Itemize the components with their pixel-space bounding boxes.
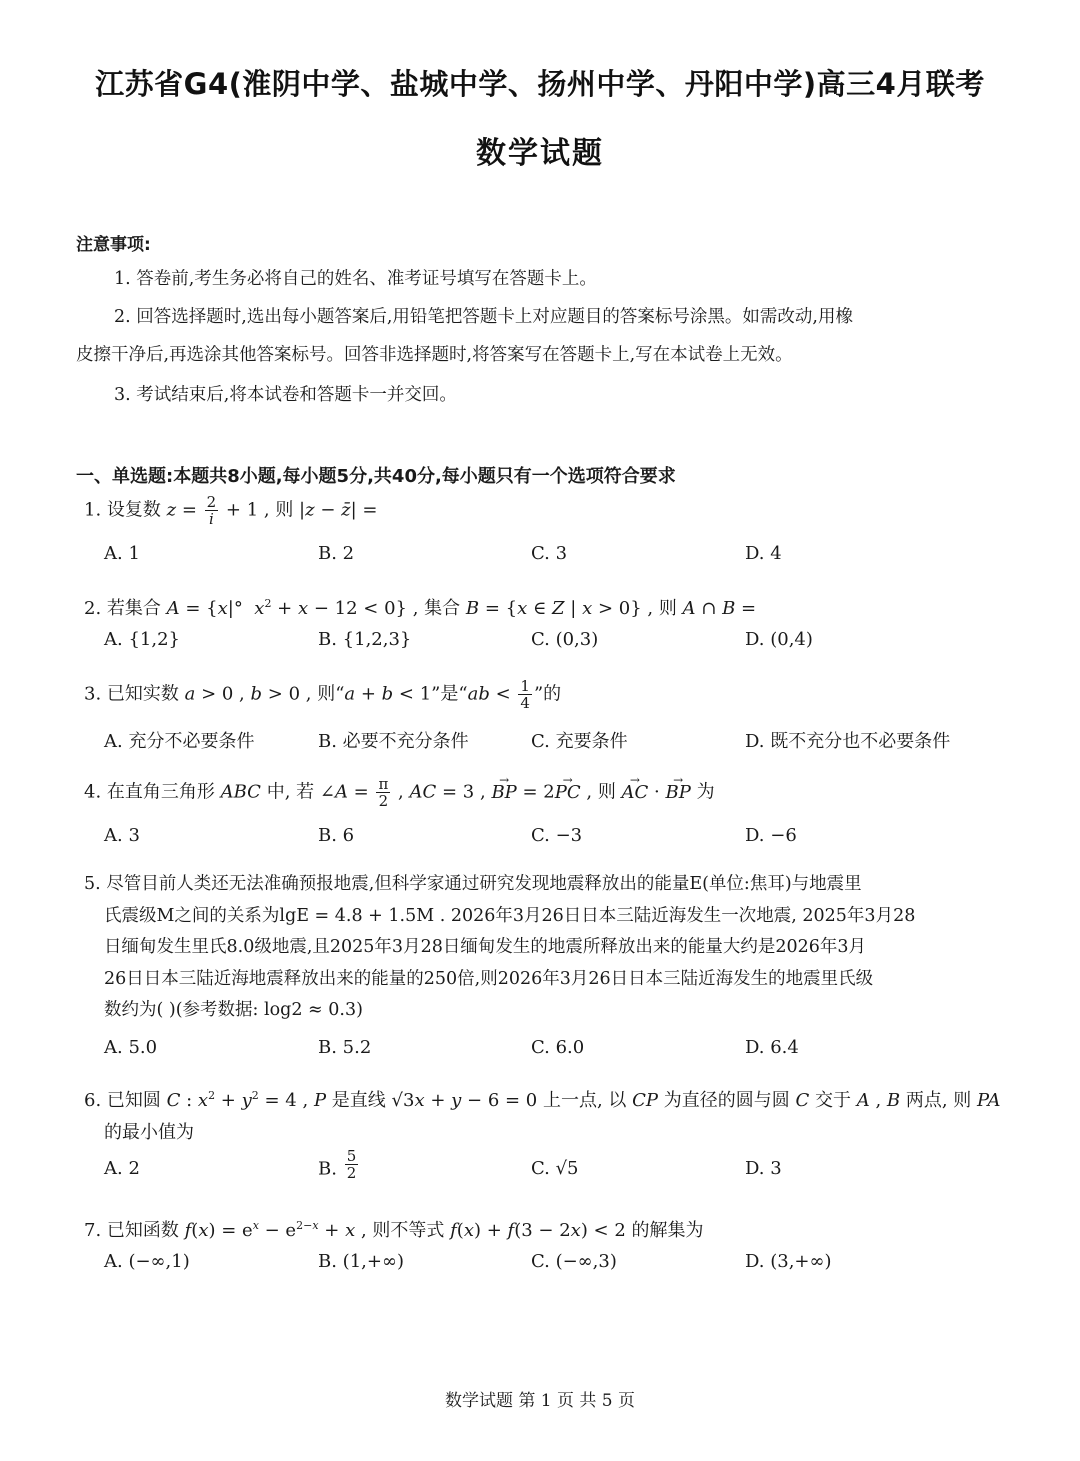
option-a[interactable]: A. 3 — [104, 825, 140, 846]
option-b[interactable]: B. {1,2,3} — [318, 629, 412, 650]
question-6: 6. 已知圆 C : $x^2 + y^2 = 4$ , P 是直线 √3x + y − 6 = 0 上一点, 以 CP 为直径的圆与圆 C 交于 A , B 两点, 则 PA 的最小值为 — [84, 1089, 1001, 1143]
option-d[interactable]: D. 4 — [745, 543, 782, 564]
question-4-options — [104, 825, 1004, 855]
question-7: 7. 已知函数 $f(x) = e^x - e^{2-x} + x$ , 则不等式 f(x) + f(3 − 2x) < 2 的解集为 — [84, 1219, 704, 1241]
option-a[interactable]: A. 充分不必要条件 — [104, 731, 255, 752]
option-a[interactable]: A. 2 — [104, 1158, 140, 1179]
option-b[interactable]: B. $\frac{5}{2}$ — [318, 1147, 357, 1182]
question-2-options — [104, 629, 1004, 659]
option-d[interactable]: D. −6 — [745, 825, 797, 846]
option-c[interactable]: C. √5 — [531, 1158, 579, 1179]
question-3-options — [104, 727, 1004, 757]
option-c[interactable]: C. (−∞,3) — [531, 1251, 617, 1272]
notice-item-1: 1. 答卷前,考生务必将自己的姓名、准考证号填写在答题卡上。 — [114, 269, 597, 289]
question-1-options — [104, 543, 1004, 573]
option-c[interactable]: C. 充要条件 — [531, 731, 628, 752]
option-a[interactable]: A. 1 — [104, 543, 140, 564]
option-d[interactable]: D. (3,+∞) — [745, 1251, 832, 1272]
option-c[interactable]: C. 6.0 — [531, 1037, 585, 1058]
section-heading: 一、单选题:本题共8小题,每小题5分,共40分,每小题只有一个选项符合要求 — [76, 466, 676, 487]
option-b[interactable]: B. (1,+∞) — [318, 1251, 404, 1272]
notice-item-3: 3. 考试结束后,将本试卷和答题卡一并交回。 — [114, 385, 457, 405]
option-d[interactable]: D. (0,4) — [745, 629, 813, 650]
option-b[interactable]: B. 6 — [318, 825, 355, 846]
option-c[interactable]: C. (0,3) — [531, 629, 599, 650]
page-footer: 数学试题 第 1 页 共 5 页 — [444, 1391, 636, 1411]
question-5-options — [104, 1037, 1004, 1067]
option-d[interactable]: D. 6.4 — [745, 1037, 799, 1058]
notice-item-2: 2. 回答选择题时,选出每小题答案后,用铅笔把答题卡上对应题目的答案标号涂黑。如需改动,用橡 皮擦干净后,再选涂其他答案标号。回答非选择题时,将答案写在答题卡上,写在本试卷上无效。 — [76, 307, 853, 365]
option-a[interactable]: A. 5.0 — [104, 1037, 158, 1058]
option-b[interactable]: B. 5.2 — [318, 1037, 372, 1058]
question-7-options — [104, 1251, 1004, 1281]
option-c[interactable]: C. 3 — [531, 543, 568, 564]
option-c[interactable]: C. −3 — [531, 825, 583, 846]
option-d[interactable]: D. 既不充分也不必要条件 — [745, 731, 951, 752]
question-2: 2. 若集合 A = {x|° $x^2 + x - 12 < 0$} , 集合 B = {x ∈ Z | x > 0} , 则 A ∩ B = — [84, 597, 757, 619]
exam-title: 江苏省G4(淮阴中学、盐城中学、扬州中学、丹阳中学)高三4月联考 — [95, 67, 985, 101]
question-5: 5. 尽管目前人类还无法准确预报地震,但科学家通过研究发现地震释放出的能量E(单位:焦耳)与地震里 氏震级M之间的关系为lgE = 4.8 + 1.5M . 2026年3月26日日本三陆近海发生一次地震, 2025年3月28 日缅甸发生里氏8.0级地震,且2025年3月28日缅甸发生的地震所释放出来的能量大约是2026年3月 26日日本三陆近海地震释放出来的能量的250倍,则2026年3月26日日本三陆近海发生的地震里氏级 数约为( )(参考数据: log2 ≈ 0.3) — [84, 874, 916, 1020]
option-b[interactable]: B. 必要不充分条件 — [318, 731, 469, 752]
option-a[interactable]: A. (−∞,1) — [104, 1251, 190, 1272]
option-d[interactable]: D. 3 — [745, 1158, 782, 1179]
exam-subtitle: 数学试题 — [476, 136, 604, 171]
question-3: 3. 已知实数 a > 0 , b > 0 , 则“a + b < 1”是“ab < $\frac{1}{4}$ ”的 — [84, 677, 562, 712]
question-6-options — [104, 1147, 1004, 1188]
notice-heading: 注意事项: — [76, 235, 151, 255]
option-b[interactable]: B. 2 — [318, 543, 355, 564]
question-1: 1. 设复数 z = $\frac{2}{i}$ + 1 , 则 |z − z̄| = — [84, 493, 378, 528]
question-4: 4. 在直角三角形 ABC 中, 若 ∠A = $\frac{\pi}{2}$ , AC = 3 , → BP = 2→ PC , 则 → AC · → BP 为 — [84, 776, 1004, 809]
option-a[interactable]: A. {1,2} — [104, 629, 180, 650]
